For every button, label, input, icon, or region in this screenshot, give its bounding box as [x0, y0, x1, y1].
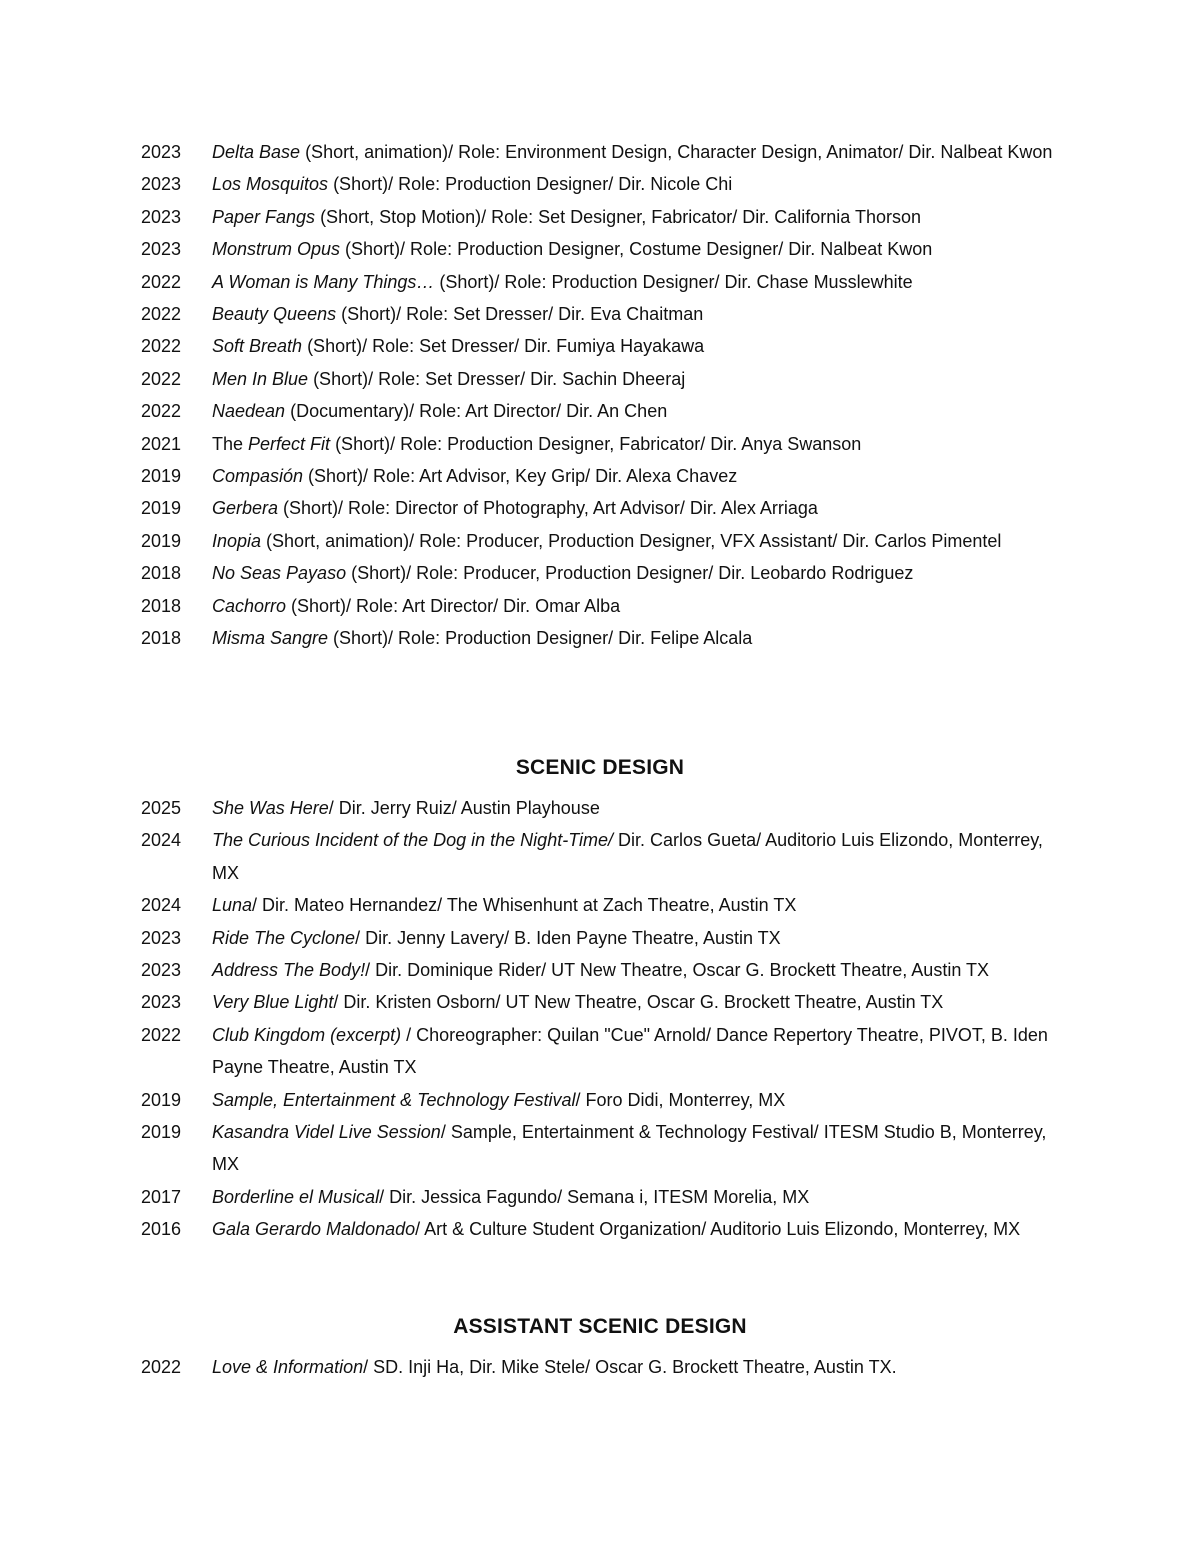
entry-year: 2018	[141, 628, 182, 649]
entry-text	[212, 201, 1071, 233]
entry-details: / Dir. Dominique Rider/ UT New Theatre, Oscar G. Brockett Theatre, Austin TX	[365, 960, 990, 981]
entry-year: 2025	[141, 798, 182, 818]
list-item	[141, 792, 1071, 824]
entry-title: Ride The Cyclone	[212, 927, 356, 948]
entry-year: 2023	[141, 927, 182, 948]
entry-title: Gala Gerardo Maldonado	[212, 1219, 416, 1240]
entry-title: Cachorro	[212, 595, 287, 616]
entry-text	[212, 168, 1071, 200]
entry-title: Club Kingdom (excerpt)	[212, 1024, 402, 1045]
list-item	[141, 460, 1071, 492]
entry-details: Dir. Carlos Gueta/ Auditorio Luis Elizondo, Monterrey, MX	[212, 830, 1043, 883]
entry-year: 2023	[141, 960, 182, 981]
entry-text	[212, 954, 1071, 986]
entry-title: Kasandra Videl Live Session	[212, 1122, 441, 1143]
entry-title: Address The Body!	[212, 960, 366, 981]
entry-title: Beauty Queens	[212, 304, 337, 325]
entry-year: 2022	[141, 368, 182, 389]
entry-text	[212, 622, 1071, 654]
list-item	[141, 136, 1071, 168]
entry-text	[212, 824, 1071, 889]
entry-year: 2023	[141, 239, 182, 260]
list-item	[141, 1084, 1071, 1116]
entry-year: 2022	[141, 304, 182, 325]
list-item	[141, 168, 1071, 200]
list-item	[141, 889, 1071, 921]
entry-details: (Short)/ Role: Production Designer, Costume Designer/ Dir. Nalbeat Kwon	[340, 239, 933, 260]
list-item	[141, 922, 1071, 954]
entry-details: / Dir. Jenny Lavery/ B. Iden Payne Theatre, Austin TX	[355, 927, 781, 948]
entry-details: (Short, animation)/ Role: Environment Design, Character Design, Animator/ Dir. Nalbeat Kwon	[300, 142, 1053, 162]
list-item	[141, 266, 1071, 298]
entry-text	[212, 792, 1071, 824]
entry-text	[212, 1084, 1071, 1116]
entry-details: (Short, animation)/ Role: Producer, Production Designer, VFX Assistant/ Dir. Carlos Pimentel	[261, 530, 1002, 551]
entry-text	[212, 233, 1071, 265]
list-item	[141, 233, 1071, 265]
entry-title: Borderline el Musical	[212, 1186, 380, 1207]
list-item	[141, 363, 1071, 395]
list-item	[141, 1213, 1071, 1245]
entry-text	[212, 525, 1071, 557]
entry-text	[212, 986, 1071, 1018]
entry-details: / Dir. Jerry Ruiz/ Austin Playhouse	[328, 798, 600, 818]
entry-details: (Short, Stop Motion)/ Role: Set Designer, Fabricator/ Dir. California Thorson	[315, 206, 921, 227]
list-item	[141, 557, 1071, 589]
entry-year: 2021	[141, 433, 182, 454]
entry-year: 2016	[141, 1219, 182, 1240]
entry-text	[212, 460, 1071, 492]
entry-details: (Short)/ Role: Set Dresser/ Dir. Sachin Dheeraj	[308, 368, 686, 389]
entry-year: 2023	[141, 174, 182, 195]
entry-text	[212, 1019, 1071, 1084]
entry-year: 2018	[141, 595, 182, 616]
entry-year: 2019	[141, 1089, 182, 1110]
assistant-scenic-design-list	[141, 1351, 1071, 1383]
entry-prefix: The	[212, 433, 249, 454]
entry-year: 2023	[141, 142, 182, 162]
entry-year: 2022	[141, 336, 182, 357]
list-item	[141, 525, 1071, 557]
list-item	[141, 590, 1071, 622]
entry-details: (Short)/ Role: Director of Photography, Art Advisor/ Dir. Alex Arriaga	[278, 498, 818, 519]
entry-title: Monstrum Opus	[212, 239, 341, 260]
entry-details: (Short)/ Role: Set Dresser/ Dir. Fumiya Hayakawa	[302, 336, 705, 357]
entry-text	[212, 1351, 1071, 1383]
list-item	[141, 986, 1071, 1018]
list-item	[141, 492, 1071, 524]
entry-title: Misma Sangre	[212, 628, 329, 649]
entry-details: / Sample, Entertainment & Technology Festival/ ITESM Studio B, Monterrey, MX	[212, 1122, 1047, 1175]
entry-title: Inopia	[212, 530, 262, 551]
entry-title: No Seas Payaso	[212, 563, 347, 584]
entry-details: / Dir. Jessica Fagundo/ Semana i, ITESM Morelia, MX	[379, 1186, 810, 1207]
entry-year: 2019	[141, 466, 182, 487]
entry-details: / Foro Didi, Monterrey, MX	[575, 1089, 786, 1110]
list-item	[141, 395, 1071, 427]
entry-title: Love & Information	[212, 1357, 364, 1377]
entry-text	[212, 1213, 1071, 1245]
entry-year: 2022	[141, 1024, 182, 1045]
entry-year: 2023	[141, 206, 182, 227]
entry-year: 2024	[141, 830, 182, 851]
entry-text	[212, 922, 1071, 954]
entry-text	[212, 889, 1071, 921]
entry-title: Soft Breath	[212, 336, 303, 357]
entry-details: (Short)/ Role: Producer, Production Designer/ Dir. Leobardo Rodriguez	[346, 563, 914, 584]
entry-text	[212, 428, 1071, 460]
entry-title: Perfect Fit	[248, 433, 331, 454]
entry-year: 2017	[141, 1186, 182, 1207]
film-credits-list	[141, 136, 1071, 655]
list-item	[141, 824, 1071, 889]
entry-year: 2019	[141, 1122, 182, 1143]
entry-details: (Short)/ Role: Art Director/ Dir. Omar Alba	[286, 595, 621, 616]
entry-details: (Short)/ Role: Production Designer/ Dir. Chase Musslewhite	[434, 271, 913, 292]
entry-year: 2022	[141, 401, 182, 422]
list-item	[141, 622, 1071, 654]
entry-details: (Short)/ Role: Art Advisor, Key Grip/ Dir. Alexa Chavez	[303, 466, 738, 487]
entry-title: The Curious Incident of the Dog in the Night-Time/	[212, 830, 614, 851]
entry-text	[212, 266, 1071, 298]
entry-year: 2024	[141, 895, 182, 916]
entry-title: Men In Blue	[212, 368, 309, 389]
scenic-design-heading: SCENIC DESIGN	[515, 756, 685, 779]
entry-details: / Dir. Mateo Hernandez/ The Whisenhunt at Zach Theatre, Austin TX	[252, 895, 797, 916]
list-item	[141, 1181, 1071, 1213]
entry-title: Compasión	[212, 466, 304, 487]
entry-year: 2019	[141, 530, 182, 551]
entry-details: / SD. Inji Ha, Dir. Mike Stele/ Oscar G. Brockett Theatre, Austin TX.	[363, 1357, 897, 1377]
entry-title: Very Blue Light	[212, 992, 334, 1013]
entry-title: A Woman is Many Things…	[212, 271, 435, 292]
entry-details: / Dir. Kristen Osborn/ UT New Theatre, Oscar G. Brockett Theatre, Austin TX	[333, 992, 944, 1013]
entry-details: / Choreographer: Quilan "Cue" Arnold/ Dance Repertory Theatre, PIVOT, B. Iden Payne Theatre, Austin TX	[212, 1024, 1048, 1078]
entry-year: 2022	[141, 1357, 182, 1377]
entry-details: (Short)/ Role: Production Designer, Fabricator/ Dir. Anya Swanson	[330, 433, 862, 454]
list-item	[141, 1019, 1071, 1084]
entry-text	[212, 557, 1071, 589]
entry-details: / Art & Culture Student Organization/ Auditorio Luis Elizondo, Monterrey, MX	[415, 1219, 1021, 1240]
entry-text	[212, 330, 1071, 362]
entry-text	[212, 590, 1071, 622]
entry-year: 2018	[141, 563, 182, 584]
entry-text	[212, 1116, 1071, 1181]
entry-text	[212, 395, 1071, 427]
entry-title: Sample, Entertainment & Technology Festival	[212, 1089, 576, 1110]
entry-details: (Short)/ Role: Set Dresser/ Dir. Eva Chaitman	[336, 304, 704, 325]
entry-text	[212, 136, 1071, 168]
entry-year: 2019	[141, 498, 182, 519]
list-item	[141, 1351, 1071, 1383]
list-item	[141, 201, 1071, 233]
entry-text	[212, 1181, 1071, 1213]
entry-title: She Was Here	[212, 798, 329, 818]
list-item	[141, 298, 1071, 330]
entry-title: Luna	[212, 895, 253, 916]
entry-title: Gerbera	[212, 498, 279, 519]
entry-title: Paper Fangs	[212, 206, 316, 227]
entry-title: Naedean	[212, 401, 286, 422]
entry-year: 2023	[141, 992, 182, 1013]
list-item	[141, 954, 1071, 986]
assistant-scenic-design-heading: ASSISTANT SCENIC DESIGN	[453, 1315, 747, 1338]
entry-details: (Short)/ Role: Production Designer/ Dir. Nicole Chi	[328, 174, 733, 195]
list-item	[141, 428, 1071, 460]
entry-text	[212, 298, 1071, 330]
entry-title: Los Mosquitos	[212, 174, 329, 195]
entry-text	[212, 363, 1071, 395]
list-item	[141, 1116, 1071, 1181]
scenic-design-list	[141, 792, 1071, 1246]
entry-text	[212, 492, 1071, 524]
entry-details: (Documentary)/ Role: Art Director/ Dir. An Chen	[285, 401, 668, 422]
list-item	[141, 330, 1071, 362]
entry-details: (Short)/ Role: Production Designer/ Dir. Felipe Alcala	[328, 628, 753, 649]
entry-title: Delta Base	[212, 142, 301, 162]
entry-year: 2022	[141, 271, 182, 292]
